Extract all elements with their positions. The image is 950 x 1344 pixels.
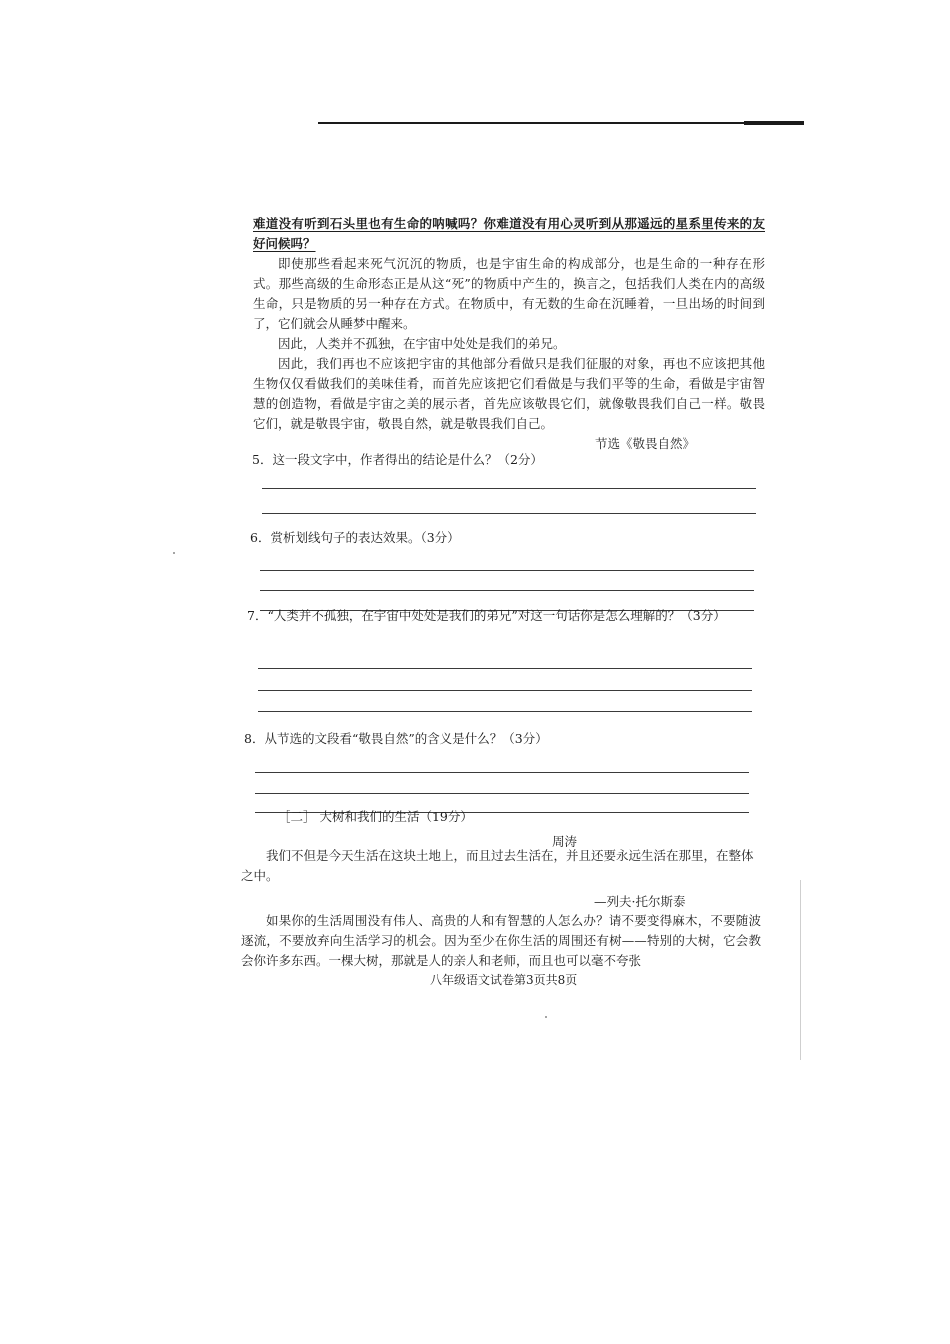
- question-8: 8．从节选的文段看“敬畏自然”的含义是什么？（3分）: [244, 731, 548, 746]
- page-footer: 八年级语文试卷第3页共8页: [430, 973, 578, 987]
- passage-paragraph-3: 因此，我们再也不应该把宇宙的其他部分看做只是我们征服的对象，再也不应该把其他生物仅仅看做我们的美味佳肴，而首先应该把它们看做是与我们平等的生命，看做是宇宙智慧的创造物，看做是宇宙之美的展示者，首先应该敬畏它们，就像敬畏我们自己一样。敬畏它们，就是敬畏宇宙，敬畏自然，就是敬畏我们自己。: [253, 356, 765, 431]
- epigraph-author: —列夫·托尔斯泰: [594, 894, 686, 909]
- reading-passage: [253, 214, 765, 454]
- epigraph: [241, 846, 761, 886]
- passage-paragraph-1: 即使那些看起来死气沉沉的物质，也是宇宙生命的构成部分，也是生命的一种存在形式。那些高级的生命形态正是从这“死”的物质中产生的，换言之，包括我们人类在内的高级生命，只是物质的另一种存在方式。在物质中，有无数的生命在沉睡着，一旦出场的时间到了，它们就会从睡梦中醒来。: [253, 256, 765, 331]
- scan-speck: [173, 552, 175, 554]
- scan-speck: [545, 1016, 547, 1018]
- answer-line-q6-2[interactable]: [260, 590, 754, 591]
- scan-edge-line: [800, 880, 801, 1060]
- question-6: 6．赏析划线句子的表达效果。（3分）: [250, 530, 460, 545]
- answer-line-q8-1[interactable]: [255, 772, 749, 773]
- answer-line-q7-2[interactable]: [258, 690, 752, 691]
- answer-line-q5-1[interactable]: [262, 488, 756, 489]
- section-2-title: ［二］ 大树和我们的生活（19分）: [278, 809, 473, 824]
- answer-line-q8-2[interactable]: [255, 793, 749, 794]
- answer-line-q6-1[interactable]: [260, 570, 754, 571]
- question-7: 7．“人类并不孤独，在宇宙中处处是我们的弟兄”对这一句话你是怎么理解的？（3分）: [247, 608, 726, 623]
- question-5: 5．这一段文字中，作者得出的结论是什么？（2分）: [252, 452, 543, 467]
- section-2-author: 周涛: [552, 834, 578, 849]
- header-rule: [318, 122, 804, 124]
- passage-source: 节选《敬畏自然》: [594, 436, 695, 451]
- answer-line-q7-1[interactable]: [258, 668, 752, 669]
- passage-opening: [253, 214, 765, 254]
- section-2-body: 如果你的生活周围没有伟人、高贵的人和有智慧的人怎么办？请不要变得麻木，不要随波逐流，不要放弃向生活学习的机会。因为至少在你生活的周围还有树——特别的大树，它会教会你许多东西。一棵大树，那就是人的亲人和老师，而且也可以毫不夸张: [241, 913, 761, 968]
- answer-line-q5-2[interactable]: [262, 513, 756, 514]
- epigraph-text: 我们不但是今天生活在这块土地上，而且过去生活在，并且还要永远生活在那里，在整体之中。: [241, 848, 754, 883]
- underlined-sentence: 难道没有听到石头里也有生命的呐喊吗？你难道没有用心灵听到从那遥远的星系里传来的友好问候吗？: [253, 216, 765, 251]
- answer-line-q7-3[interactable]: [258, 711, 752, 712]
- passage-paragraph-2: 因此，人类并不孤独，在宇宙中处处是我们的弟兄。: [278, 336, 566, 351]
